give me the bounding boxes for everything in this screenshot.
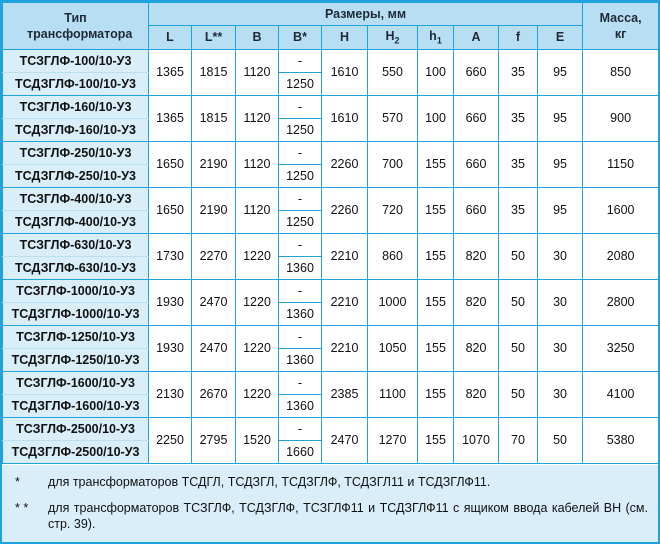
cell-a: 660 <box>454 50 499 96</box>
cell-f: 35 <box>499 188 538 234</box>
table-row <box>3 234 659 257</box>
cell-h2: 860 <box>368 234 418 280</box>
cell-h: 1610 <box>322 50 368 96</box>
cell-f: 50 <box>499 280 538 326</box>
col-l-star-star: L** <box>192 26 236 50</box>
transformer-type-name: ТСДЗГЛФ-1000/10-У3 <box>3 303 149 326</box>
dimensions-group-header: Размеры, мм <box>149 3 583 26</box>
cell-a: 820 <box>454 280 499 326</box>
cell-mass: 1150 <box>583 142 659 188</box>
table-row <box>3 418 659 441</box>
table-row <box>3 188 659 211</box>
cell-l-star-star: 2190 <box>192 142 236 188</box>
cell-b-star: - <box>279 326 322 349</box>
cell-mass: 5380 <box>583 418 659 464</box>
cell-h2: 720 <box>368 188 418 234</box>
cell-a: 660 <box>454 188 499 234</box>
footnote-mark-2: * * <box>15 501 29 515</box>
cell-l-star-star: 2795 <box>192 418 236 464</box>
col-h1 <box>418 26 454 50</box>
cell-b-star: 1360 <box>279 303 322 326</box>
table-row <box>3 372 659 395</box>
cell-h2: 1270 <box>368 418 418 464</box>
cell-b-star: 1360 <box>279 395 322 418</box>
transformer-type-name: ТСЗГЛФ-1600/10-У3 <box>3 372 149 395</box>
transformer-type-name: ТСЗГЛФ-250/10-У3 <box>3 142 149 165</box>
cell-a: 820 <box>454 234 499 280</box>
table-row <box>3 96 659 119</box>
cell-b-star: - <box>279 280 322 303</box>
cell-b-star: 1660 <box>279 441 322 464</box>
cell-b-star: - <box>279 188 322 211</box>
table-row <box>3 142 659 165</box>
cell-h1: 155 <box>418 418 454 464</box>
cell-l: 1930 <box>149 326 192 372</box>
cell-b: 1220 <box>236 234 279 280</box>
cell-e: 30 <box>538 326 583 372</box>
cell-h1: 155 <box>418 280 454 326</box>
cell-mass: 1600 <box>583 188 659 234</box>
cell-b: 1120 <box>236 142 279 188</box>
col-h2-subscript: 2 <box>394 35 400 46</box>
cell-b-star: 1360 <box>279 349 322 372</box>
table-body <box>3 50 659 464</box>
transformer-type-name: ТСДЗГЛФ-250/10-У3 <box>3 165 149 188</box>
cell-l-star-star: 1815 <box>192 96 236 142</box>
cell-h1: 155 <box>418 372 454 418</box>
col-h1-subscript: 1 <box>436 35 442 46</box>
cell-h1: 155 <box>418 142 454 188</box>
cell-b: 1220 <box>236 372 279 418</box>
cell-l-star-star: 1815 <box>192 50 236 96</box>
transformer-type-name: ТСДЗГЛФ-100/10-У3 <box>3 73 149 96</box>
cell-b-star: - <box>279 50 322 73</box>
cell-l: 2250 <box>149 418 192 464</box>
cell-b: 1120 <box>236 96 279 142</box>
col-a: A <box>454 26 499 50</box>
cell-b: 1220 <box>236 326 279 372</box>
cell-l: 2130 <box>149 372 192 418</box>
cell-a: 1070 <box>454 418 499 464</box>
cell-f: 70 <box>499 418 538 464</box>
mass-column-header: Масса, кг <box>583 3 659 50</box>
cell-b-star: - <box>279 96 322 119</box>
cell-l: 1365 <box>149 96 192 142</box>
cell-l: 1930 <box>149 280 192 326</box>
footnotes <box>2 465 658 542</box>
cell-l: 1365 <box>149 50 192 96</box>
cell-b-star: 1250 <box>279 73 322 96</box>
cell-b-star: - <box>279 418 322 441</box>
cell-h: 2260 <box>322 188 368 234</box>
cell-b: 1120 <box>236 50 279 96</box>
transformer-type-name: ТСЗГЛФ-160/10-У3 <box>3 96 149 119</box>
cell-e: 95 <box>538 188 583 234</box>
cell-a: 820 <box>454 326 499 372</box>
cell-f: 50 <box>499 234 538 280</box>
cell-e: 95 <box>538 142 583 188</box>
cell-mass: 2800 <box>583 280 659 326</box>
col-l: L <box>149 26 192 50</box>
cell-h2: 1100 <box>368 372 418 418</box>
cell-h2: 1000 <box>368 280 418 326</box>
cell-l-star-star: 2190 <box>192 188 236 234</box>
cell-mass: 3250 <box>583 326 659 372</box>
col-h2 <box>368 26 418 50</box>
cell-h: 2210 <box>322 234 368 280</box>
transformer-type-name: ТСЗГЛФ-2500/10-У3 <box>3 418 149 441</box>
transformer-type-name: ТСДЗГЛФ-1250/10-У3 <box>3 349 149 372</box>
cell-h2: 1050 <box>368 326 418 372</box>
cell-l-star-star: 2270 <box>192 234 236 280</box>
transformer-type-name: ТСДЗГЛФ-630/10-У3 <box>3 257 149 280</box>
transformer-type-name: ТСЗГЛФ-1250/10-У3 <box>3 326 149 349</box>
cell-l-star-star: 2470 <box>192 280 236 326</box>
cell-a: 660 <box>454 96 499 142</box>
cell-h2: 700 <box>368 142 418 188</box>
cell-b-star: 1250 <box>279 119 322 142</box>
cell-b-star: - <box>279 234 322 257</box>
cell-b-star: - <box>279 372 322 395</box>
cell-h: 2260 <box>322 142 368 188</box>
col-h: H <box>322 26 368 50</box>
transformer-type-name: ТСДЗГЛФ-1600/10-У3 <box>3 395 149 418</box>
cell-h1: 155 <box>418 188 454 234</box>
cell-e: 95 <box>538 50 583 96</box>
cell-mass: 900 <box>583 96 659 142</box>
transformer-type-name: ТСЗГЛФ-1000/10-У3 <box>3 280 149 303</box>
col-h2-label: H <box>385 28 395 43</box>
cell-mass: 2080 <box>583 234 659 280</box>
col-b: B <box>236 26 279 50</box>
transformer-type-name: ТСДЗГЛФ-2500/10-У3 <box>3 441 149 464</box>
cell-l-star-star: 2670 <box>192 372 236 418</box>
cell-a: 820 <box>454 372 499 418</box>
cell-h: 2210 <box>322 326 368 372</box>
cell-e: 50 <box>538 418 583 464</box>
type-column-header: Тип трансформатора <box>3 3 149 50</box>
transformer-type-name: ТСДЗГЛФ-400/10-У3 <box>3 211 149 234</box>
transformer-type-name: ТСЗГЛФ-400/10-У3 <box>3 188 149 211</box>
cell-h1: 155 <box>418 234 454 280</box>
transformer-type-name: ТСЗГЛФ-100/10-У3 <box>3 50 149 73</box>
cell-l: 1730 <box>149 234 192 280</box>
cell-e: 30 <box>538 372 583 418</box>
cell-b: 1120 <box>236 188 279 234</box>
cell-b-star: 1360 <box>279 257 322 280</box>
table-row <box>3 50 659 73</box>
cell-mass: 4100 <box>583 372 659 418</box>
table-row <box>3 326 659 349</box>
cell-f: 35 <box>499 96 538 142</box>
footnote-text-2: для трансформаторов ТСЗГЛФ, ТСДЗГЛФ, ТСЗГЛФ11 и ТСДЗГЛФ11 с ящиком ввода кабелей ВН (см. стр. 39). <box>48 501 648 531</box>
dimensions-table <box>2 2 659 464</box>
cell-l: 1650 <box>149 188 192 234</box>
transformer-type-name: ТСДЗГЛФ-160/10-У3 <box>3 119 149 142</box>
cell-l: 1650 <box>149 142 192 188</box>
cell-h: 2210 <box>322 280 368 326</box>
cell-h2: 570 <box>368 96 418 142</box>
col-h1-label: h <box>429 28 437 43</box>
cell-f: 35 <box>499 50 538 96</box>
cell-e: 30 <box>538 234 583 280</box>
col-e: E <box>538 26 583 50</box>
col-f: f <box>499 26 538 50</box>
cell-h1: 100 <box>418 96 454 142</box>
cell-mass: 850 <box>583 50 659 96</box>
cell-b-star: - <box>279 142 322 165</box>
cell-f: 35 <box>499 142 538 188</box>
cell-b: 1220 <box>236 280 279 326</box>
cell-b-star: 1250 <box>279 211 322 234</box>
transformer-type-name: ТСЗГЛФ-630/10-У3 <box>3 234 149 257</box>
cell-h: 2470 <box>322 418 368 464</box>
cell-e: 30 <box>538 280 583 326</box>
cell-h: 1610 <box>322 96 368 142</box>
cell-f: 50 <box>499 372 538 418</box>
cell-h1: 155 <box>418 326 454 372</box>
cell-h: 2385 <box>322 372 368 418</box>
table-row <box>3 280 659 303</box>
footnote-mark-1: * <box>15 475 20 489</box>
cell-e: 95 <box>538 96 583 142</box>
footnote-text-1: для трансформаторов ТСДГЛ, ТСДЗГЛ, ТСДЗГЛФ, ТСДЗГЛ11 и ТСДЗГЛФ11. <box>48 475 491 489</box>
cell-b-star: 1250 <box>279 165 322 188</box>
col-b-star: B* <box>279 26 322 50</box>
cell-a: 660 <box>454 142 499 188</box>
cell-l-star-star: 2470 <box>192 326 236 372</box>
cell-b: 1520 <box>236 418 279 464</box>
cell-f: 50 <box>499 326 538 372</box>
cell-h2: 550 <box>368 50 418 96</box>
cell-h1: 100 <box>418 50 454 96</box>
